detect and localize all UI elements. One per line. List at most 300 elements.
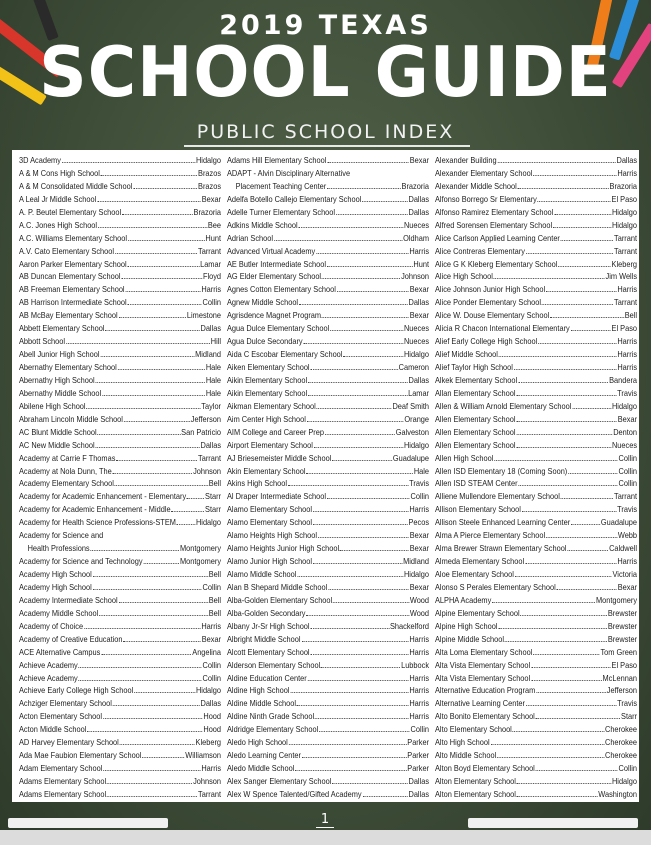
index-entry	[19, 335, 221, 348]
school-name: Allen Elementary School	[435, 426, 516, 437]
county-name: Dallas	[408, 776, 430, 786]
county-name: Nueces	[403, 336, 430, 347]
school-name: Alamo Heights Junior High School	[227, 543, 340, 554]
index-entry	[19, 529, 221, 542]
dot-leader	[362, 201, 407, 202]
county-name: Galveston	[395, 426, 430, 437]
dot-leader	[290, 692, 408, 693]
county-name: Kleberg	[611, 258, 638, 269]
school-name: Alicia R Chacon International Elementary	[435, 323, 570, 334]
index-entry	[227, 245, 429, 258]
school-name: Alice Contreras Elementary	[435, 245, 525, 256]
index-entry	[227, 736, 429, 749]
county-name: Tarrant	[614, 491, 638, 502]
school-name: AC Blunt Middle School	[19, 426, 97, 437]
school-name: Alternative Learning Center	[435, 698, 525, 709]
school-name: Alief Taylor High School	[435, 362, 513, 372]
school-name: Alcott Elementary School	[227, 646, 310, 657]
school-name: Alto Middle School	[435, 750, 497, 761]
index-entry	[19, 452, 221, 465]
dot-leader	[362, 796, 407, 797]
dot-leader	[325, 434, 395, 435]
county-name: Bell	[208, 478, 222, 489]
county-name: Hidalgo	[611, 219, 638, 230]
county-name: Deaf Smith	[392, 400, 430, 411]
county-name: Bexar	[409, 310, 430, 321]
county-name: Hunt	[413, 258, 430, 269]
dot-leader	[62, 162, 195, 163]
county-name: Bexar	[409, 581, 430, 592]
county-name: Tom Green	[600, 646, 638, 657]
index-entry	[227, 232, 429, 245]
school-name: Academy for Science and	[19, 530, 104, 541]
county-name: Hill	[210, 336, 222, 347]
index-entry	[19, 400, 221, 413]
county-name: Hale	[205, 387, 222, 398]
dot-leader	[536, 718, 620, 719]
school-name: AB Freeman Elementary School	[19, 284, 125, 295]
dot-leader	[100, 356, 194, 357]
school-name: Academy Intermediate School	[19, 594, 118, 605]
dot-leader	[274, 240, 402, 241]
county-name: El Paso	[611, 323, 638, 334]
index-entry	[227, 180, 429, 193]
index-entry	[435, 387, 637, 400]
school-name: Almeda Elementary School	[435, 556, 525, 567]
index-entry	[19, 361, 221, 374]
dot-leader	[514, 369, 617, 370]
index-entry	[19, 684, 221, 697]
index-entry	[435, 503, 637, 516]
county-name: Harris	[201, 284, 222, 295]
index-entry	[227, 296, 429, 309]
county-name: Parker	[407, 750, 430, 761]
index-entry	[435, 413, 637, 426]
index-entry	[19, 426, 221, 439]
county-name: Hidalgo	[403, 349, 430, 360]
dot-leader	[550, 317, 624, 318]
school-name: Aldine High School	[227, 685, 290, 696]
county-name: Hunt	[205, 232, 222, 243]
county-name: Jefferson	[606, 685, 638, 696]
dot-leader	[171, 511, 204, 512]
dot-leader	[313, 524, 408, 525]
school-name: Alto High School	[435, 737, 490, 748]
index-entry	[19, 775, 221, 788]
school-name: Agrisdence Magnet Program	[227, 310, 322, 321]
index-entry	[227, 723, 429, 736]
index-entry	[435, 659, 637, 672]
dot-leader	[113, 705, 200, 706]
index-entry	[435, 607, 637, 620]
county-name: Starr	[205, 491, 222, 502]
county-name: Johnson	[193, 776, 222, 786]
county-name: El Paso	[611, 659, 638, 670]
page-number-underline	[316, 827, 334, 828]
dot-leader	[299, 304, 408, 305]
county-name: Lamar	[200, 258, 222, 269]
county-name: Harris	[409, 711, 430, 722]
county-name: Bexar	[201, 193, 222, 204]
school-name: AB Duncan Elementary School	[19, 271, 121, 282]
dot-leader	[99, 615, 208, 616]
county-name: Nueces	[611, 439, 638, 450]
dot-leader	[572, 408, 611, 409]
county-name: Cherokee	[604, 737, 638, 748]
county-name: Brazoria	[401, 180, 430, 191]
index-entry	[227, 309, 429, 322]
county-name: Travis	[409, 478, 430, 489]
school-name: Alton Boyd Elementary School	[435, 763, 535, 774]
dot-leader	[302, 757, 407, 758]
dot-leader	[66, 343, 210, 344]
school-name: Academy Elementary School	[19, 478, 114, 489]
school-name: Alliene Mullendore Elementary School	[435, 491, 560, 502]
county-name: Bell	[624, 310, 638, 321]
dot-leader	[505, 641, 607, 642]
dot-leader	[516, 434, 612, 435]
dot-leader	[561, 240, 613, 241]
dot-leader	[533, 175, 616, 176]
school-name: Albright Middle School	[227, 633, 301, 644]
county-name: Hale	[413, 465, 430, 476]
header	[0, 0, 651, 150]
school-name: Alief Early College High School	[435, 336, 538, 347]
dot-leader	[315, 718, 408, 719]
county-name: McLennan	[602, 672, 638, 683]
dot-leader	[337, 291, 409, 292]
index-entry	[227, 594, 429, 607]
county-name: Brewster	[607, 633, 638, 644]
county-name: El Paso	[611, 193, 638, 204]
index-entry	[227, 335, 429, 348]
index-entry	[19, 723, 221, 736]
county-name: Collin	[202, 659, 222, 670]
index-entry	[435, 232, 637, 245]
school-name: Alex Sanger Elementary School	[227, 776, 332, 786]
dot-leader	[310, 654, 408, 655]
school-name: Alamo Middle School	[227, 569, 297, 579]
index-entry	[435, 710, 637, 723]
dot-leader	[299, 227, 404, 228]
index-entry	[19, 762, 221, 775]
county-name: Tarrant	[198, 245, 222, 256]
county-name: Harris	[409, 685, 430, 696]
dot-leader	[107, 783, 192, 784]
dot-leader	[568, 473, 618, 474]
index-entry	[19, 439, 221, 452]
index-entry	[435, 400, 637, 413]
county-name: Collin	[618, 452, 638, 463]
chalk-tray	[0, 830, 651, 845]
school-name: Alderson Elementary School	[227, 659, 321, 670]
dot-leader	[513, 731, 604, 732]
index-entry	[19, 258, 221, 271]
index-entry	[435, 555, 637, 568]
dot-leader	[122, 214, 193, 215]
index-entry	[19, 387, 221, 400]
county-name: Harris	[617, 349, 638, 360]
school-name: Aldine Middle School	[227, 698, 297, 709]
county-name: Johnson	[401, 271, 430, 282]
dot-leader	[295, 770, 406, 771]
dot-leader	[332, 783, 407, 784]
index-entry	[435, 426, 637, 439]
dot-leader	[554, 214, 611, 215]
dot-leader	[558, 266, 610, 267]
index-entry	[19, 245, 221, 258]
school-name: Achieve Academy	[19, 672, 78, 683]
dot-leader	[313, 511, 409, 512]
county-name: Parker	[407, 763, 430, 774]
county-name: Hidalgo	[195, 685, 222, 696]
dot-leader	[95, 382, 205, 383]
school-name: Academy at Nola Dunn, The	[19, 465, 112, 476]
index-column-3	[435, 154, 637, 801]
school-name: Agnes Cotton Elementary School	[227, 284, 336, 295]
dot-leader	[308, 395, 407, 396]
school-name: Academy for Science and Technology	[19, 556, 143, 567]
dot-leader	[118, 602, 207, 603]
dot-leader	[301, 641, 408, 642]
index-entry	[19, 477, 221, 490]
dot-leader	[310, 369, 397, 370]
school-name: Adams Hill Elementary School	[227, 155, 327, 165]
county-name: Dallas	[408, 788, 430, 799]
school-name: Alpine Middle School	[435, 633, 505, 644]
index-entry	[435, 477, 637, 490]
dot-leader	[336, 214, 408, 215]
index-entry	[435, 594, 637, 607]
index-entry	[435, 465, 637, 478]
school-name: Alexander Middle School	[435, 180, 517, 191]
school-name: Adkins Middle School	[227, 219, 298, 230]
index-entry	[435, 296, 637, 309]
school-name: A & M Consolidated Middle School	[19, 180, 133, 191]
dot-leader	[533, 654, 599, 655]
index-entry	[19, 568, 221, 581]
dot-leader	[332, 460, 392, 461]
index-entry	[19, 672, 221, 685]
dot-leader	[97, 201, 201, 202]
school-name: Academy for Academic Enhancement - Elementary	[19, 491, 187, 502]
school-name: ALPHA Academy	[435, 594, 492, 605]
county-name: Webb	[617, 530, 638, 541]
index-entry	[19, 374, 221, 387]
dot-leader	[557, 589, 617, 590]
school-name: Allison Steele Enhanced Learning Center	[435, 517, 571, 528]
school-name: Abell Junior High School	[19, 349, 100, 360]
chalk-left-icon	[8, 818, 168, 828]
index-entry	[19, 322, 221, 335]
index-entry	[19, 154, 221, 167]
dot-leader	[289, 744, 407, 745]
school-name: Health Professions	[27, 543, 90, 554]
dot-leader	[128, 240, 205, 241]
dot-leader	[116, 460, 197, 461]
index-entry	[227, 413, 429, 426]
school-name: Alpine High School	[435, 620, 498, 631]
dot-leader	[531, 667, 611, 668]
dot-leader	[497, 162, 615, 163]
index-entry	[19, 697, 221, 710]
index-entry	[227, 193, 429, 206]
county-name: Brazos	[198, 167, 222, 178]
index-entry	[435, 309, 637, 322]
index-entry	[435, 245, 637, 258]
dot-leader	[93, 576, 208, 577]
school-name: A.V. Cato Elementary School	[19, 245, 115, 256]
index-entry	[435, 270, 637, 283]
index-entry	[435, 361, 637, 374]
school-name: Aaron Parker Elementary School	[19, 258, 127, 269]
index-entry	[435, 633, 637, 646]
school-name: Achieve Academy	[19, 659, 78, 670]
county-name: Jefferson	[190, 413, 222, 424]
county-name: Bee	[207, 219, 222, 230]
school-name: Alfonso Borrego Sr Elementary	[435, 193, 537, 204]
county-name: Tarrant	[614, 245, 638, 256]
county-name: Nueces	[403, 219, 430, 230]
county-name: Collin	[202, 672, 222, 683]
dot-leader	[91, 550, 180, 551]
dot-leader	[526, 705, 616, 706]
school-name: Albany Jr-Sr High School	[227, 620, 310, 631]
school-name: Alba-Golden Elementary School	[227, 594, 333, 605]
county-name: Harris	[409, 245, 430, 256]
school-name: Adams Elementary School	[19, 788, 107, 799]
index-entry	[227, 322, 429, 335]
school-name: Aiken Elementary School	[227, 362, 310, 372]
index-entry	[19, 219, 221, 232]
dot-leader	[536, 770, 618, 771]
dot-leader	[498, 628, 607, 629]
county-name: Hidalgo	[195, 155, 222, 165]
index-entry	[19, 193, 221, 206]
index-entry	[19, 633, 221, 646]
school-name: Agua Dulce Secondary	[227, 336, 303, 347]
index-entry	[435, 452, 637, 465]
dot-leader	[115, 485, 208, 486]
county-name: Bexar	[201, 633, 222, 644]
county-name: Lubbock	[401, 659, 430, 670]
county-name: Harris	[617, 336, 638, 347]
county-name: Brazos	[198, 180, 222, 191]
index-column-1	[19, 154, 221, 801]
school-name: Alternative Education Program	[435, 685, 536, 696]
school-name: Alpine Elementary School	[435, 607, 520, 618]
county-name: Wood	[409, 594, 430, 605]
index-entry	[227, 646, 429, 659]
index-entry	[227, 607, 429, 620]
school-name: Academy for Health Science Professions-STEM	[19, 517, 176, 528]
index-entry	[227, 568, 429, 581]
school-name: Alice Johnson Junior High School	[435, 284, 546, 295]
county-name: Hidalgo	[195, 517, 222, 528]
dot-leader	[103, 770, 200, 771]
dot-leader	[79, 667, 202, 668]
index-entry	[19, 555, 221, 568]
school-name: Aikman Elementary School	[227, 400, 316, 411]
index-entry	[227, 477, 429, 490]
dot-leader	[319, 731, 410, 732]
school-name: Acton Middle School	[19, 724, 87, 735]
title-year: 2019 TEXAS	[219, 10, 432, 41]
dot-leader	[561, 498, 613, 499]
index-entry	[19, 296, 221, 309]
index-entry	[435, 646, 637, 659]
index-column-2	[227, 154, 429, 801]
school-name: Alto Bonito Elementary School	[435, 711, 535, 722]
dot-leader	[107, 796, 197, 797]
school-name: AB Harrison Intermediate School	[19, 297, 127, 308]
dot-leader	[133, 188, 197, 189]
school-name: Alice High School	[435, 271, 493, 282]
county-name: Bexar	[409, 284, 430, 295]
dot-leader	[497, 757, 604, 758]
county-name: Williamson	[185, 750, 222, 761]
county-name: Nueces	[403, 323, 430, 334]
county-name: Bell	[208, 607, 222, 618]
school-name: Agnew Middle School	[227, 297, 299, 308]
county-name: Limestone	[186, 310, 222, 321]
school-name: 3D Academy	[19, 155, 61, 165]
index-entry	[227, 348, 429, 361]
index-entry	[435, 762, 637, 775]
chalk-right-icon	[468, 818, 638, 828]
page-number: 1	[320, 812, 330, 827]
school-name: Adam Elementary School	[19, 763, 103, 774]
index-entry	[227, 361, 429, 374]
school-name: Ada Mae Faubion Elementary School	[19, 750, 142, 761]
county-name: Hidalgo	[611, 776, 638, 786]
dot-leader	[123, 641, 200, 642]
index-entry	[19, 465, 221, 478]
dot-leader	[340, 550, 409, 551]
county-name: Dallas	[200, 439, 222, 450]
index-entry	[19, 206, 221, 219]
county-name: Tarrant	[614, 232, 638, 243]
index-entry	[19, 180, 221, 193]
index-entry	[435, 193, 637, 206]
county-name: Washington	[598, 788, 638, 799]
dot-leader	[98, 227, 207, 228]
county-name: Cherokee	[604, 724, 638, 735]
county-name: Pecos	[408, 517, 430, 528]
index-entry	[435, 374, 637, 387]
county-name: Hidalgo	[611, 206, 638, 217]
index-entry	[435, 154, 637, 167]
county-name: Shackelford	[389, 620, 430, 631]
county-name: Hood	[203, 711, 222, 722]
school-name: Abilene High School	[19, 400, 86, 411]
county-name: Brazoria	[193, 206, 222, 217]
dot-leader	[491, 744, 605, 745]
dot-leader	[553, 227, 611, 228]
county-name: Harris	[409, 672, 430, 683]
county-name: Collin	[410, 491, 430, 502]
dot-leader	[297, 576, 403, 577]
index-entry	[227, 684, 429, 697]
county-name: Orange	[404, 413, 430, 424]
county-name: Dallas	[200, 698, 222, 709]
school-name: Aledo Learning Center	[227, 750, 301, 761]
dot-leader	[127, 304, 201, 305]
dot-leader	[118, 317, 186, 318]
index-entry	[227, 439, 429, 452]
school-name: Adelle Turner Elementary School	[227, 206, 336, 217]
school-name: Acton Elementary School	[19, 711, 102, 722]
